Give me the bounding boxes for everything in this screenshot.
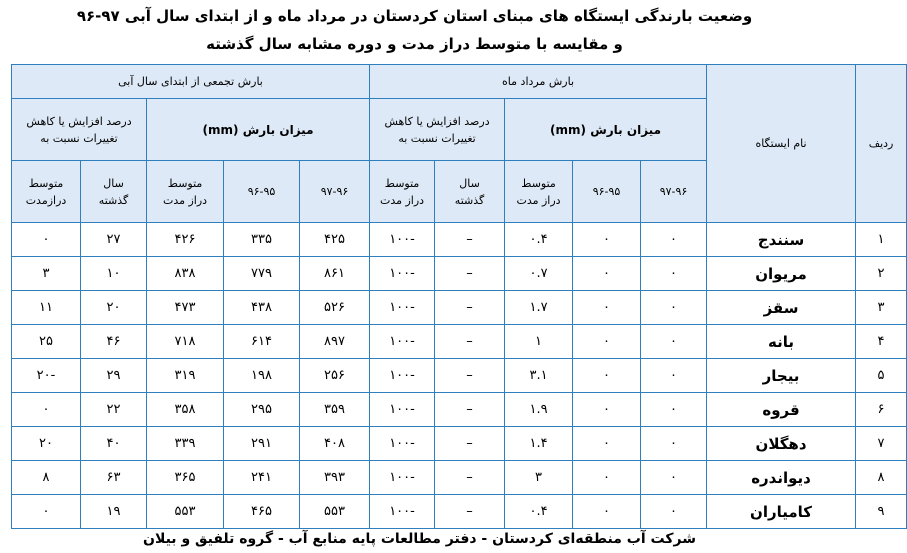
- cell-no: ۶: [856, 393, 907, 427]
- header-month-rain-mm: میزان بارش (mm): [505, 99, 707, 161]
- cell-mavg: ۳.۱: [505, 359, 573, 393]
- cell-clast: ۴۰: [81, 427, 147, 461]
- report-title: وضعیت بارندگی ایستگاه های مبنای استان کردستان در مرداد ماه و از ابتدای سال آبی ۹۷-۹۶: [76, 7, 753, 25]
- cell-clong: ۳: [12, 257, 81, 291]
- cell-clast: ۶۳: [81, 461, 147, 495]
- header-cumulative-last-year: سال گذشته: [81, 161, 147, 223]
- cell-c9695: ۱۹۸: [224, 359, 300, 393]
- cell-clast: ۴۶: [81, 325, 147, 359]
- cell-cavg: ۴۷۳: [147, 291, 224, 325]
- cell-clast: ۲۹: [81, 359, 147, 393]
- table-row: [12, 495, 907, 529]
- cell-clast: ۱۹: [81, 495, 147, 529]
- cell-name: سنندج: [707, 223, 856, 257]
- cell-no: ۱: [856, 223, 907, 257]
- cell-m9796: ۰: [641, 257, 707, 291]
- header-cumulative-group: بارش تجمعی از ابتدای سال آبی: [12, 65, 370, 99]
- cell-cavg: ۵۵۳: [147, 495, 224, 529]
- cell-c9796: ۸۶۱: [300, 257, 370, 291]
- cell-c9695: ۷۷۹: [224, 257, 300, 291]
- cell-clong: ۲۰: [12, 427, 81, 461]
- cell-mlast: –: [435, 359, 505, 393]
- cell-m9695: ۰: [573, 495, 641, 529]
- cell-c9695: ۶۱۴: [224, 325, 300, 359]
- table-row: [12, 257, 907, 291]
- cell-mlast: –: [435, 257, 505, 291]
- cell-no: ۵: [856, 359, 907, 393]
- cell-clast: ۲۲: [81, 393, 147, 427]
- cell-m9695: ۰: [573, 393, 641, 427]
- cell-m9695: ۰: [573, 359, 641, 393]
- cell-m9695: ۰: [573, 325, 641, 359]
- cell-m9796: ۰: [641, 223, 707, 257]
- rainfall-table: [11, 64, 907, 529]
- cell-c9695: ۴۳۸: [224, 291, 300, 325]
- cell-c9695: ۳۳۵: [224, 223, 300, 257]
- header-month-change: درصد افزایش یا کاهش تغییرات نسبت به: [370, 99, 505, 161]
- cell-m9695: ۰: [573, 257, 641, 291]
- header-cumulative-longterm: متوسط درازمدت: [12, 161, 81, 223]
- cell-mavg: ۱.۹: [505, 393, 573, 427]
- report-subtitle: و مقایسه با متوسط دراز مدت و دوره مشابه سال گذشته: [206, 35, 623, 53]
- cell-mlast: –: [435, 461, 505, 495]
- cell-c9695: ۲۹۱: [224, 427, 300, 461]
- cell-c9796: ۵۲۶: [300, 291, 370, 325]
- cell-no: ۸: [856, 461, 907, 495]
- header-month-longterm: متوسط دراز مدت: [370, 161, 435, 223]
- cell-mlong: -۱۰۰: [370, 495, 435, 529]
- cell-name: مریوان: [707, 257, 856, 291]
- header-month-9796: ۹۷-۹۶: [641, 161, 707, 223]
- cell-mavg: ۰.۴: [505, 495, 573, 529]
- cell-m9796: ۰: [641, 359, 707, 393]
- cell-no: ۳: [856, 291, 907, 325]
- cell-m9695: ۰: [573, 427, 641, 461]
- cell-cavg: ۳۶۵: [147, 461, 224, 495]
- header-cumulative-9695: ۹۶-۹۵: [224, 161, 300, 223]
- cell-clong: ۰: [12, 393, 81, 427]
- cell-mlast: –: [435, 495, 505, 529]
- header-row-no: ردیف: [856, 65, 907, 223]
- cell-c9695: ۲۴۱: [224, 461, 300, 495]
- cell-mlong: -۱۰۰: [370, 461, 435, 495]
- cell-c9796: ۳۹۳: [300, 461, 370, 495]
- cell-name: سقز: [707, 291, 856, 325]
- table-row: [12, 359, 907, 393]
- cell-name: دهگلان: [707, 427, 856, 461]
- cell-m9796: ۰: [641, 325, 707, 359]
- cell-mavg: ۱.۷: [505, 291, 573, 325]
- cell-mlast: –: [435, 393, 505, 427]
- cell-name: کامیاران: [707, 495, 856, 529]
- cell-c9796: ۸۹۷: [300, 325, 370, 359]
- cell-c9796: ۵۵۳: [300, 495, 370, 529]
- cell-name: بانه: [707, 325, 856, 359]
- cell-name: بیجار: [707, 359, 856, 393]
- cell-cavg: ۴۲۶: [147, 223, 224, 257]
- header-station: نام ایستگاه: [707, 65, 856, 223]
- cell-clast: ۲۷: [81, 223, 147, 257]
- cell-cavg: ۳۱۹: [147, 359, 224, 393]
- table-row: [12, 291, 907, 325]
- cell-m9796: ۰: [641, 495, 707, 529]
- cell-name: دیواندره: [707, 461, 856, 495]
- cell-cavg: ۳۳۹: [147, 427, 224, 461]
- cell-clong: ۸: [12, 461, 81, 495]
- cell-cavg: ۷۱۸: [147, 325, 224, 359]
- cell-clong: -۲۰: [12, 359, 81, 393]
- cell-c9695: ۴۶۵: [224, 495, 300, 529]
- cell-m9796: ۰: [641, 393, 707, 427]
- header-month-9695: ۹۶-۹۵: [573, 161, 641, 223]
- cell-c9695: ۲۹۵: [224, 393, 300, 427]
- cell-mlong: -۱۰۰: [370, 223, 435, 257]
- cell-clong: ۰: [12, 223, 81, 257]
- cell-no: ۷: [856, 427, 907, 461]
- header-cumulative-9796: ۹۷-۹۶: [300, 161, 370, 223]
- cell-clong: ۰: [12, 495, 81, 529]
- cell-c9796: ۲۵۶: [300, 359, 370, 393]
- cell-cavg: ۸۳۸: [147, 257, 224, 291]
- cell-mavg: ۳: [505, 461, 573, 495]
- cell-mlast: –: [435, 427, 505, 461]
- header-cumulative-change: درصد افزایش یا کاهش تغییرات نسبت به: [12, 99, 147, 161]
- table-row: [12, 325, 907, 359]
- table-row: [12, 427, 907, 461]
- cell-mlong: -۱۰۰: [370, 325, 435, 359]
- footer-credit: شرکت آب منطقه‌ای کردستان - دفتر مطالعات پایه منابع آب - گروه تلفیق و بیلان: [143, 531, 696, 547]
- cell-c9796: ۴۰۸: [300, 427, 370, 461]
- cell-no: ۹: [856, 495, 907, 529]
- cell-m9695: ۰: [573, 291, 641, 325]
- cell-m9796: ۰: [641, 427, 707, 461]
- cell-no: ۲: [856, 257, 907, 291]
- cell-mlong: -۱۰۰: [370, 257, 435, 291]
- table-row: [12, 461, 907, 495]
- cell-c9796: ۳۵۹: [300, 393, 370, 427]
- cell-name: قروه: [707, 393, 856, 427]
- header-month-last-year: سال گذشته: [435, 161, 505, 223]
- header-month-avg: متوسط دراز مدت: [505, 161, 573, 223]
- header-cumulative-avg: متوسط دراز مدت: [147, 161, 224, 223]
- header-month-group: بارش مرداد ماه: [370, 65, 707, 99]
- cell-mlast: –: [435, 291, 505, 325]
- cell-clast: ۲۰: [81, 291, 147, 325]
- cell-m9695: ۰: [573, 461, 641, 495]
- cell-m9695: ۰: [573, 223, 641, 257]
- cell-mlast: –: [435, 325, 505, 359]
- cell-mlast: –: [435, 223, 505, 257]
- cell-clong: ۱۱: [12, 291, 81, 325]
- cell-mlong: -۱۰۰: [370, 393, 435, 427]
- cell-clong: ۲۵: [12, 325, 81, 359]
- cell-no: ۴: [856, 325, 907, 359]
- cell-m9796: ۰: [641, 461, 707, 495]
- header-cumulative-rain-mm: میزان بارش (mm): [147, 99, 370, 161]
- table-row: [12, 223, 907, 257]
- cell-c9796: ۴۲۵: [300, 223, 370, 257]
- cell-mavg: ۰.۴: [505, 223, 573, 257]
- table-row: [12, 393, 907, 427]
- cell-cavg: ۳۵۸: [147, 393, 224, 427]
- cell-mlong: -۱۰۰: [370, 291, 435, 325]
- cell-mavg: ۰.۷: [505, 257, 573, 291]
- cell-mlong: -۱۰۰: [370, 427, 435, 461]
- cell-mavg: ۱.۴: [505, 427, 573, 461]
- cell-mlong: -۱۰۰: [370, 359, 435, 393]
- cell-clast: ۱۰: [81, 257, 147, 291]
- cell-mavg: ۱: [505, 325, 573, 359]
- cell-m9796: ۰: [641, 291, 707, 325]
